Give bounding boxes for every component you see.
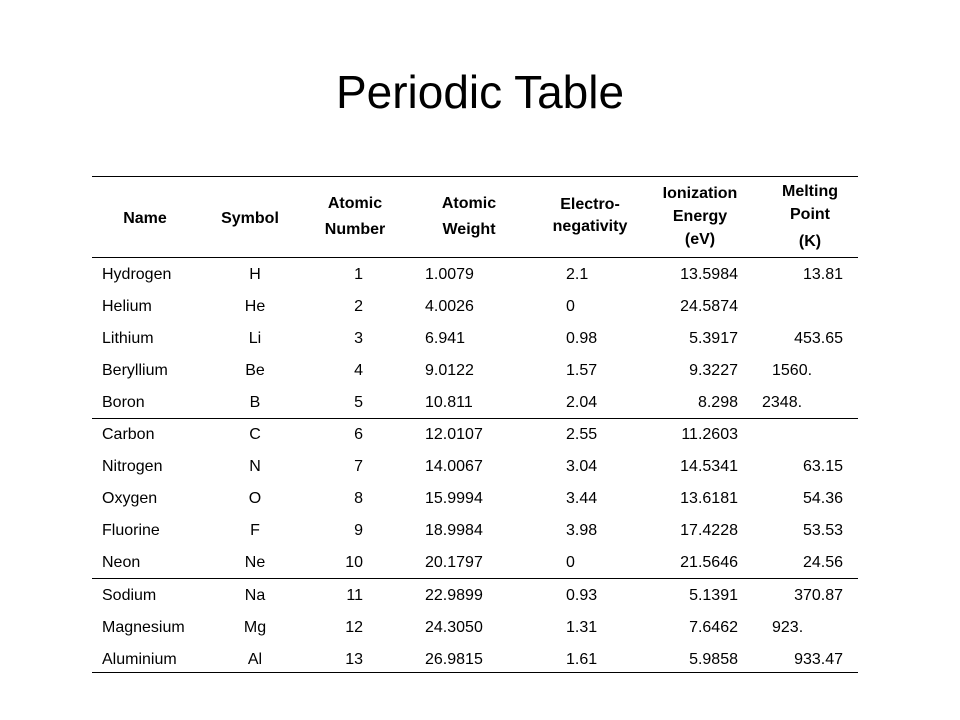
cell-atomic-number: 6 xyxy=(354,426,363,443)
cell-electronegativity: 1.31 xyxy=(566,619,598,636)
header-melting-line2: Point xyxy=(790,206,830,223)
header-atomic-number-line2: Number xyxy=(324,221,386,238)
cell-name: Helium xyxy=(102,298,152,315)
cell-atomic-number: 11 xyxy=(346,587,363,604)
cell-name: Magnesium xyxy=(102,619,185,636)
cell-name: Hydrogen xyxy=(102,266,172,283)
cell-symbol: Na xyxy=(244,587,266,604)
cell-electronegativity: 0.98 xyxy=(566,330,598,347)
cell-melting-point: 370.87 xyxy=(794,587,843,604)
header-ionization-energy xyxy=(645,182,755,251)
cell-symbol: C xyxy=(249,426,261,443)
cell-melting-point: 1560. xyxy=(772,362,813,379)
cell-name: Beryllium xyxy=(102,362,168,379)
cell-electronegativity: 2.55 xyxy=(566,426,598,443)
cell-name: Oxygen xyxy=(102,490,158,507)
cell-ionization-energy: 5.1391 xyxy=(689,587,738,604)
cell-electronegativity: 3.04 xyxy=(566,458,598,475)
cell-ionization-energy: 11.2603 xyxy=(681,426,738,443)
cell-symbol: H xyxy=(249,266,261,283)
header-ionization-line3: (eV) xyxy=(684,231,716,248)
page-title: Periodic Table xyxy=(335,66,625,118)
cell-melting-point: 13.81 xyxy=(802,266,843,283)
header-atomic-weight-line1: Atomic xyxy=(441,195,497,212)
cell-electronegativity: 3.44 xyxy=(566,490,598,507)
cell-atomic-number: 5 xyxy=(354,394,363,411)
cell-electronegativity: 3.98 xyxy=(566,522,598,539)
header-atomic-weight xyxy=(419,191,519,243)
cell-melting-point: 2348. xyxy=(762,394,803,411)
cell-ionization-energy: 21.5646 xyxy=(680,554,738,571)
cell-name: Nitrogen xyxy=(102,458,163,475)
cell-symbol: Ne xyxy=(244,554,266,571)
group-divider-rule-1 xyxy=(92,418,858,419)
cell-atomic-weight: 4.0026 xyxy=(425,298,474,315)
cell-electronegativity: 0.93 xyxy=(566,587,598,604)
cell-ionization-energy: 14.5341 xyxy=(680,458,738,475)
header-melting-line3: (K) xyxy=(798,233,822,250)
cell-symbol: He xyxy=(244,298,266,315)
header-ionization-line1: Ionization xyxy=(662,185,738,202)
header-ionization-line2: Energy xyxy=(672,208,728,225)
header-bottom-rule xyxy=(92,257,858,258)
cell-ionization-energy: 5.3917 xyxy=(689,330,738,347)
cell-atomic-weight: 1.0079 xyxy=(425,266,474,283)
cell-melting-point: 53.53 xyxy=(802,522,843,539)
cell-symbol: Al xyxy=(247,651,263,668)
cell-electronegativity: 0 xyxy=(566,554,575,571)
cell-name: Neon xyxy=(102,554,141,571)
cell-atomic-number: 9 xyxy=(354,522,363,539)
cell-atomic-number: 4 xyxy=(354,362,363,379)
cell-atomic-number: 12 xyxy=(345,619,363,636)
cell-atomic-number: 3 xyxy=(354,330,363,347)
cell-melting-point: 24.56 xyxy=(802,554,843,571)
cell-electronegativity: 2.04 xyxy=(566,394,598,411)
header-melting-point xyxy=(760,180,860,253)
cell-electronegativity: 0 xyxy=(566,298,575,315)
header-atomic-number-line1: Atomic xyxy=(327,195,383,212)
cell-symbol: O xyxy=(248,490,262,507)
cell-atomic-weight: 14.0067 xyxy=(425,458,483,475)
header-name xyxy=(110,206,180,232)
cell-atomic-weight: 22.9899 xyxy=(425,587,483,604)
cell-ionization-energy: 8.298 xyxy=(697,394,738,411)
cell-atomic-weight: 18.9984 xyxy=(425,522,483,539)
cell-electronegativity: 1.61 xyxy=(566,651,598,668)
cell-melting-point: 63.15 xyxy=(802,458,843,475)
header-electronegativity-line1: Electro- xyxy=(560,196,620,213)
cell-name: Lithium xyxy=(102,330,154,347)
header-electronegativity-line2: negativity xyxy=(552,218,628,235)
cell-atomic-number: 1 xyxy=(354,266,363,283)
cell-atomic-number: 7 xyxy=(354,458,363,475)
cell-ionization-energy: 13.6181 xyxy=(680,490,738,507)
header-atomic-number xyxy=(305,191,405,243)
cell-atomic-number: 2 xyxy=(354,298,363,315)
cell-name: Sodium xyxy=(102,587,157,604)
header-name-label: Name xyxy=(123,210,167,227)
cell-name: Fluorine xyxy=(102,522,160,539)
cell-melting-point: 54.36 xyxy=(802,490,843,507)
cell-atomic-number: 10 xyxy=(345,554,363,571)
cell-symbol: N xyxy=(249,458,261,475)
cell-atomic-weight: 26.9815 xyxy=(425,651,483,668)
cell-ionization-energy: 9.3227 xyxy=(689,362,738,379)
cell-symbol: B xyxy=(249,394,261,411)
header-atomic-weight-line2: Weight xyxy=(442,221,496,238)
cell-name: Boron xyxy=(102,394,145,411)
cell-atomic-weight: 12.0107 xyxy=(425,426,483,443)
cell-atomic-weight: 15.9994 xyxy=(425,490,483,507)
cell-atomic-weight: 20.1797 xyxy=(425,554,483,571)
table-top-rule xyxy=(92,176,858,177)
cell-melting-point: 453.65 xyxy=(794,330,843,347)
header-symbol-label: Symbol xyxy=(221,210,279,227)
cell-ionization-energy: 13.5984 xyxy=(680,266,738,283)
cell-symbol: Be xyxy=(245,362,265,379)
cell-melting-point: 923. xyxy=(772,619,804,636)
cell-name: Aluminium xyxy=(102,651,177,668)
cell-atomic-number: 13 xyxy=(345,651,363,668)
cell-atomic-weight: 10.811 xyxy=(425,394,473,411)
cell-atomic-weight: 24.3050 xyxy=(425,619,483,636)
cell-ionization-energy: 24.5874 xyxy=(680,298,738,315)
cell-symbol: F xyxy=(250,522,260,539)
cell-name: Carbon xyxy=(102,426,155,443)
cell-atomic-weight: 6.941 xyxy=(425,330,466,347)
cell-ionization-energy: 5.9858 xyxy=(689,651,738,668)
cell-atomic-weight: 9.0122 xyxy=(425,362,474,379)
cell-atomic-number: 8 xyxy=(354,490,363,507)
table-bottom-rule xyxy=(92,672,858,673)
cell-ionization-energy: 17.4228 xyxy=(680,522,738,539)
header-symbol xyxy=(210,206,290,232)
cell-ionization-energy: 7.6462 xyxy=(689,619,738,636)
cell-melting-point: 933.47 xyxy=(794,651,843,668)
cell-symbol: Mg xyxy=(243,619,267,636)
cell-symbol: Li xyxy=(248,330,262,347)
header-electronegativity xyxy=(535,194,645,238)
header-melting-line1: Melting xyxy=(782,183,838,200)
group-divider-rule-2 xyxy=(92,578,858,579)
cell-electronegativity: 2.1 xyxy=(566,266,589,283)
cell-electronegativity: 1.57 xyxy=(566,362,598,379)
